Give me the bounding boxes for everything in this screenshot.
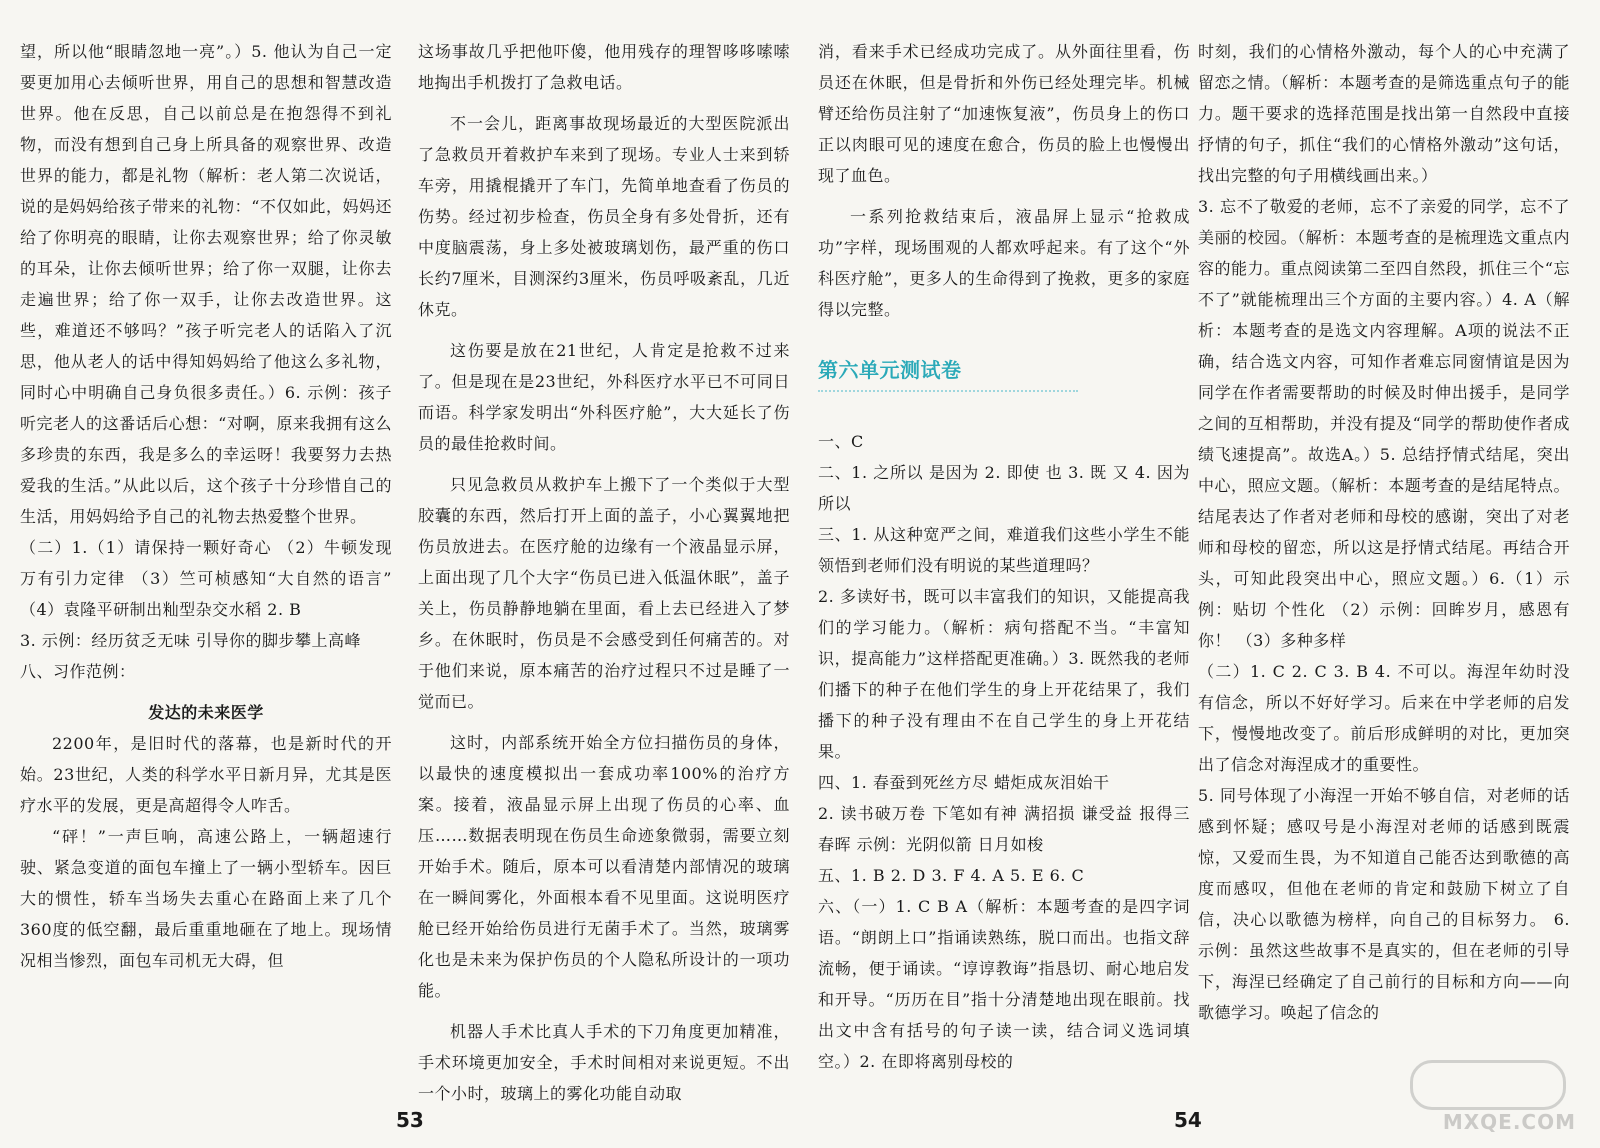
paragraph: 不一会儿，距离事故现场最近的大型医院派出了急救员开着救护车来到了现场。专业人士来到轿车旁，用撬棍撬开了车门，先简单地查看了伤员的伤势。经过初步检查，伤员全身有多处骨折，还有中度脑震荡，身上多处被玻璃划伤，最严重的伤口长约7厘米，目测深约3厘米，伤员呼吸紊乱，几近休克。 <box>418 114 790 319</box>
paragraph: 这时，内部系统开始全方位扫描伤员的身体，以最快的速度模拟出一套成功率100%的治疗方案。接着，液晶显示屏上出现了伤员的心率、血压……数据表明现在伤员生命迹象微弱，需要立刻开始手术。随后，原本可以看清楚内部情况的玻璃在一瞬间雾化，外面根本看不见里面。这说明医疗舱已经开始给伤员进行无菌手术了。当然，玻璃雾化也是未来为保护伤员的个人隐私所设计的一项功能。 <box>418 733 790 1000</box>
right-column-1 <box>818 36 1190 1077</box>
paragraph: 只见急救员从救护车上搬下了一个类似于大型胶囊的东西，然后打开上面的盖子，小心翼翼地把伤员放进去。在医疗舱的边缘有一个液晶显示屏，上面出现了几个大字“伤员已进入低温休眠”，盖子关上，伤员静静地躺在里面，看上去已经进入了梦乡。在休眠时，伤员是不会感受到任何痛苦的。对于他们来说，原本痛苦的治疗过程只不过是睡了一觉而已。 <box>418 475 790 711</box>
paragraph: 第六单元测试卷 <box>818 355 1078 392</box>
paragraph: “砰！”一声巨响，高速公路上，一辆超速行驶、紧急变道的面包车撞上了一辆小型轿车。因巨大的惯性，轿车当场失去重心在路面上来了几个360度的低空翻，最后重重地砸在了地上。现场情况相当惨烈，面包车司机无大碍，但 <box>20 827 392 970</box>
watermark-text: MXQE.COM <box>1442 1110 1576 1134</box>
paragraph: 四、1. 春蚕到死丝方尽 蜡炬成灰泪始干 <box>818 773 1110 792</box>
paragraph: 2200年，是旧时代的落幕，也是新时代的开始。23世纪，人类的科学水平日新月异，尤其是医疗水平的发展，更是高超得令人咋舌。 <box>20 734 392 815</box>
paragraph: 八、习作范例： <box>20 662 136 681</box>
paragraph: 望，所以他“眼睛忽地一亮”。）5. 他认为自己一定要更加用心去倾听世界，用自己的思想和智慧改造世界。他在反思，自己以前总是在抱怨得不到礼物，而没有想到自己身上所具备的观察世界、改造世界的能力，都是礼物（解析：老人第二次说话，说的是妈妈给孩子带来的礼物：“不仅如此，妈妈还给了你明亮的眼睛，让你去观察世界；给了你灵敏的耳朵，让你去倾听世界；给了你一双腿，让你去走遍世界；给了你一双手，让你去改造世界。这些，难道还不够吗？”孩子听完老人的话陷入了沉思，他从老人的话中得知妈妈给了他这么多礼物，同时心中明确自己身负很多责任。）6. 示例：孩子听完老人的这番话后心想：“对啊，原来我拥有这么多珍贵的东西，我是多么的幸运呀！我要努力去热爱我的生活。”从此以后，这个孩子十分珍惜自己的生活，用妈妈给予自己的礼物去热爱整个世界。 <box>20 42 392 526</box>
paragraph: 一系列抢救结束后，液晶屏上显示“抢救成功”字样，现场围观的人都欢呼起来。有了这个“外科医疗舱”，更多人的生命得到了挽救，更多的家庭得以完整。 <box>818 207 1190 319</box>
paragraph: 3. 示例：经历贫乏无味 引导你的脚步攀上高峰 <box>20 631 361 650</box>
left-column-2 <box>418 36 790 1109</box>
paragraph: 消，看来手术已经成功完成了。从外面往里看，伤员还在休眠，但是骨折和外伤已经处理完毕。机械臂还给伤员注射了“加速恢复液”，伤员身上的伤口正以肉眼可见的速度在愈合，伤员的脸上也慢慢出现了血色。 <box>818 42 1190 185</box>
paragraph: 六、（一）1. C B A（解析：本题考查的是四字词语。“朗朗上口”指诵读熟练，脱口而出。也指文辞流畅，便于诵读。“谆谆教诲”指恳切、耐心地启发和开导。“历历在目”指十分清楚地出现在眼前。找出文中含有括号的句子读一读，结合词义选词填空。）2. 在即将离别母校的 <box>818 897 1190 1071</box>
right-column-2 <box>1198 36 1570 1028</box>
paragraph: 这伤要是放在21世纪，人肯定是抢救不过来了。但是现在是23世纪，外科医疗水平已不可同日而语。科学家发明出“外科医疗舱”，大大延长了伤员的最佳抢救时间。 <box>418 341 790 453</box>
paragraph: 3. 忘不了敬爱的老师，忘不了亲爱的同学，忘不了美丽的校园。（解析：本题考查的是梳理选文重点内容的能力。重点阅读第二至四自然段，抓住三个“忘不了”就能梳理出三个方面的主要内容。）4. A（解析：本题考查的是选文内容理解。A项的说法不正确，结合选文内容，可知作者难忘同窗情谊是因为同学在作者需要帮助的时候及时伸出援手，是同学之间的互相帮助，并没有提及“同学的帮助使作者成绩飞速提高”。故选A。）5. 总结抒情式结尾，突出中心，照应文题。（解析：本题考查的是结尾特点。结尾表达了作者对老师和母校的感谢，突出了对老师和母校的留恋，所以这是抒情式结尾。再结合开头，可知此段突出中心，照应文题。）6.（1）示例：贴切 个性化 （2）示例：回眸岁月，感恩有你！ （3）多种多样 <box>1198 197 1570 650</box>
paragraph: 机器人手术比真人手术的下刀角度更加精准，手术环境更加安全，手术时间相对来说更短。不出一个小时，玻璃上的雾化功能自动取 <box>418 1022 790 1103</box>
paragraph: 二、1. 之所以 是因为 2. 即使 也 3. 既 又 4. 因为 所以 <box>818 463 1190 513</box>
watermark-badge-icon <box>1410 1060 1566 1110</box>
paragraph: 2. 读书破万卷 下笔如有神 满招损 谦受益 报得三春晖 示例：光阴似箭 日月如梭 <box>818 804 1190 854</box>
paragraph: 5. 同号体现了小海涅一开始不够自信，对老师的话感到怀疑；感叹号是小海涅对老师的话感到既震惊，又爱而生畏，为不知道自己能否达到歌德的高度而感叹，但他在老师的肯定和鼓励下树立了自信，决心以歌德为榜样，向自己的目标努力。 6. 示例：虽然这些故事不是真实的，但在老师的引导下，海涅已经确定了自己前行的目标和方向——向歌德学习。唤起了信念的 <box>1198 786 1570 1022</box>
paragraph: 时刻，我们的心情格外激动，每个人的心中充满了留恋之情。（解析：本题考查的是筛选重点句子的能力。题干要求的选择范围是找出第一自然段中直接抒情的句子，抓住“我们的心情格外激动”这句话，找出完整的句子用横线画出来。） <box>1198 42 1570 185</box>
paragraph: 这场事故几乎把他吓傻，他用残存的理智哆哆嗦嗦地掏出手机拨打了急救电话。 <box>418 42 790 92</box>
paragraph: 2. 多读好书，既可以丰富我们的知识，又能提高我们的学习能力。（解析：病句搭配不当。“丰富知识，提高能力”这样搭配更准确。）3. 既然我的老师们播下的种子在他们学生的身上开花结果了，我们播下的种子没有理由不在自己学生的身上开花结果。 <box>818 587 1190 761</box>
left-column-1 <box>20 36 392 976</box>
paragraph: 五、1. B 2. D 3. F 4. A 5. E 6. C <box>818 866 1085 885</box>
paragraph: （二）1.（1）请保持一颗好奇心 （2）牛顿发现万有引力定律 （3）竺可桢感知“大自然的语言” （4）袁隆平研制出籼型杂交水稻 2. B <box>20 538 392 619</box>
paragraph: 三、1. 从这种宽严之间，难道我们这些小学生不能领悟到老师们没有明说的某些道理吗？ <box>818 525 1190 575</box>
paragraph: （二）1. C 2. C 3. B 4. 不可以。海涅年幼时没有信念，所以不好好学习。后来在中学老师的启发下，慢慢地改变了。前后形成鲜明的对比，更加突出了信念对海涅成才的重要性。 <box>1198 662 1570 774</box>
paragraph: 一、C <box>818 432 864 451</box>
page-right <box>800 0 1600 1148</box>
paragraph: 发达的未来医学 <box>148 703 264 722</box>
page-number-right: 54 <box>1174 1108 1202 1132</box>
watermark-logo <box>1376 1064 1576 1134</box>
page-number-left: 53 <box>396 1108 424 1132</box>
